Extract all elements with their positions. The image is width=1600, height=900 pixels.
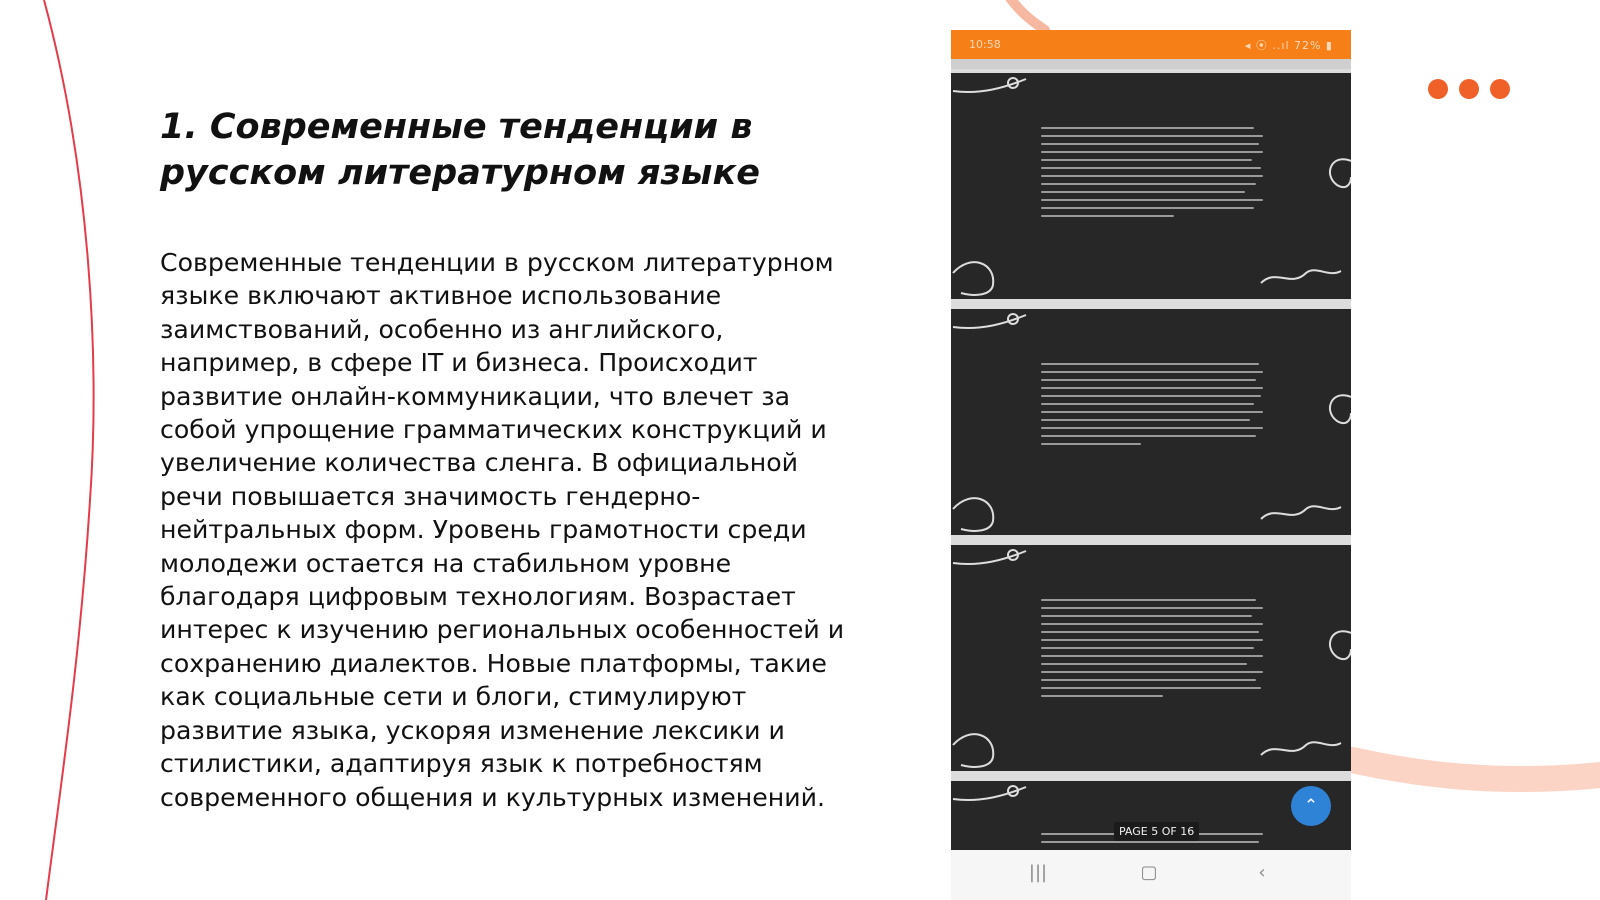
document-page-thumbnail[interactable] [951,545,1351,771]
status-icons: ◂ ⦿ ..ıl 72% ▮ [1244,38,1333,52]
decorative-dots [1428,79,1510,99]
dot-icon [1459,79,1479,99]
page-text-lines [1041,599,1263,703]
left-red-curve [44,0,94,900]
phone-screenshot [951,30,1351,900]
top-peach-swoosh [1008,0,1045,30]
back-icon[interactable]: ‹ [1258,862,1266,883]
page-indicator: PAGE 5 OF 16 [1114,822,1199,841]
status-time: 10:58 [969,38,1001,51]
document-page-thumbnail[interactable] [951,309,1351,535]
page-text-lines [1041,127,1263,223]
status-bar [951,30,1351,59]
dot-icon [1490,79,1510,99]
home-icon[interactable]: ▢ [1140,862,1158,883]
document-page-thumbnail[interactable] [951,73,1351,299]
slide-title: 1. Современные тенденции в русском литературном языке [160,107,760,193]
viewer-top-strip [951,59,1351,69]
chevron-double-up-icon: ⌃ [1303,796,1319,816]
scroll-to-top-button[interactable] [1291,786,1331,826]
dot-icon [1428,79,1448,99]
android-navigation-bar [951,850,1351,900]
recents-icon[interactable]: ||| [1028,862,1048,883]
page-text-lines [1041,363,1263,451]
slide-body-text: Современные тенденции в русском литературном языке включают активное использование заимствований, особенно из английского, например, в сфере IT и бизнеса. Происходит развитие онлайн-коммуникации, что влечет за собой упрощение грамматических конструкций и увеличение количества сленга. В официальной речи повышается значимость гендерно-нейтральных форм. Уровень грамотности среди молодежи остается на стабильном уровне благодаря цифровым технологиям. Возрастает интерес к изучению региональных особенностей и сохранению диалектов. Новые платформы, такие как социальные сети и блоги, стимулируют развитие языка, ускоряя изменение лексики и стилистики, адаптируя язык к потребностям современного общения и культурных изменений. [160,248,845,812]
right-peach-swoosh [1352,760,1600,779]
